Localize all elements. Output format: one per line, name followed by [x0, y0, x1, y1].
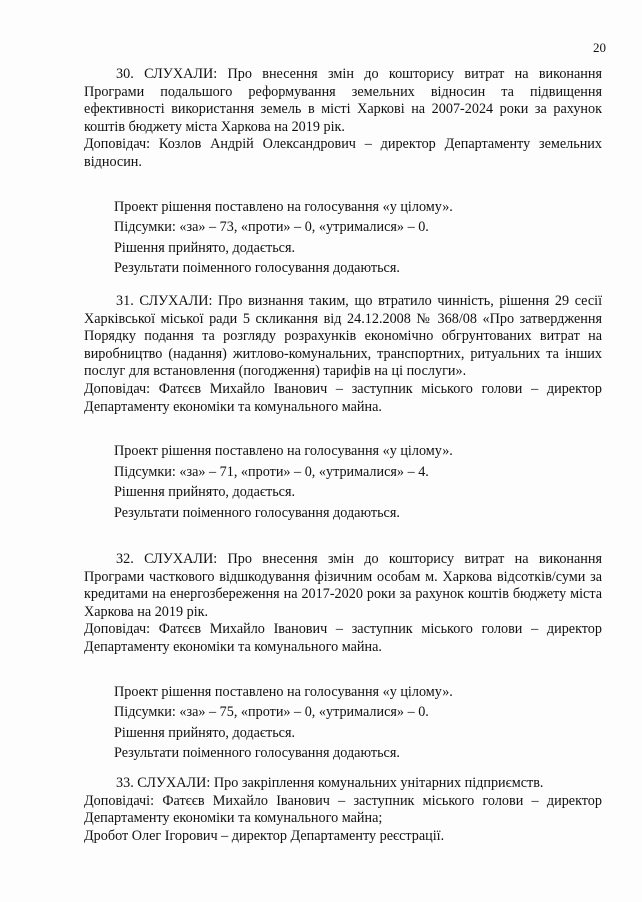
agenda-item-32	[84, 551, 602, 764]
item-paragraph	[84, 66, 602, 136]
speaker-line: Дробот Олег Ігорович – директор Департаменту реєстрації.	[84, 827, 445, 844]
result-line: Рішення прийнято, додається.	[114, 484, 296, 501]
result-line: Підсумки: «за» – 71, «проти» – 0, «утрималися» – 4.	[114, 463, 429, 480]
item-heading: 31. СЛУХАЛИ:	[116, 293, 213, 309]
item-text: Про внесення змін до кошторису витрат на виконання Програми подальшого реформування земельних відносин та підвищення ефективності використання земель в місті Харкові на 2007-2024 роки за рахунок коштів бюджету міста Харкова на 2019 рік.	[84, 66, 603, 135]
item-paragraph	[84, 775, 602, 793]
result-line: Проект рішення поставлено на голосування «у цілому».	[114, 443, 453, 460]
item-text: Про визнання таким, що втратило чинність, рішення 29 сесії Харківської міської ради 5 скликання від 24.12.2008 № 368/08 «Про затвердження Порядку подання та розгляду розрахунків економічно обгрунтованих витрат на виробництво (надання) житлово-комунальних, транспортних, ритуальних та інших послуг для встановлення (погодження) тарифів на ці послуги».	[84, 293, 603, 380]
voting-results	[84, 441, 602, 523]
item-heading: 32. СЛУХАЛИ:	[116, 551, 218, 567]
agenda-item-33	[84, 775, 602, 845]
item-text: Про внесення змін до кошторису витрат на виконання Програми часткового відшкодування фізичним особам м. Харкова відсотків/суми за кредитами на енергозбереження на 2017-2020 роки за рахунок коштів бюджету міста Харкова на 2019 рік.	[84, 551, 603, 620]
item-paragraph	[84, 551, 602, 621]
speaker-line: Доповідач: Козлов Андрій Олександрович – директор Департаменту земельних відносин.	[84, 136, 602, 170]
result-line: Проект рішення поставлено на голосування «у цілому».	[114, 683, 453, 700]
result-line: Рішення прийнято, додається.	[114, 239, 296, 256]
result-line: Рішення прийнято, додається.	[114, 724, 296, 741]
speaker-line: Доповідач: Фатєєв Михайло Іванович – заступник міського голови – директор Департаменту економіки та комунального майна.	[84, 380, 602, 415]
speaker-line: Доповідач: Фатєєв Михайло Іванович – заступник міського голови – директор Департаменту економіки та комунального майна.	[84, 621, 602, 655]
item-paragraph	[84, 293, 602, 381]
item-heading: 33. СЛУХАЛИ:	[116, 775, 211, 791]
result-line: Результати поіменного голосування додаються.	[114, 260, 400, 277]
result-line: Проект рішення поставлено на голосування «у цілому».	[114, 198, 453, 215]
result-line: Підсумки: «за» – 73, «проти» – 0, «утрималися» – 0.	[114, 219, 429, 236]
result-line: Підсумки: «за» – 75, «проти» – 0, «утрималися» – 0.	[114, 704, 429, 721]
speaker-line: Доповідачі: Фатєєв Михайло Іванович – заступник міського голови – директор Департаменту економіки та комунального майна;	[84, 792, 602, 827]
voting-results	[84, 197, 602, 279]
agenda-item-31	[84, 293, 602, 523]
page-number: 20	[593, 40, 606, 55]
item-heading: 30. СЛУХАЛИ:	[116, 66, 218, 82]
result-line: Результати поіменного голосування додаються.	[114, 504, 400, 521]
result-line: Результати поіменного голосування додаються.	[114, 745, 400, 762]
agenda-item-30	[84, 66, 602, 279]
item-text: Про закріплення комунальних унітарних підприємств.	[213, 775, 544, 791]
voting-results	[84, 682, 602, 764]
